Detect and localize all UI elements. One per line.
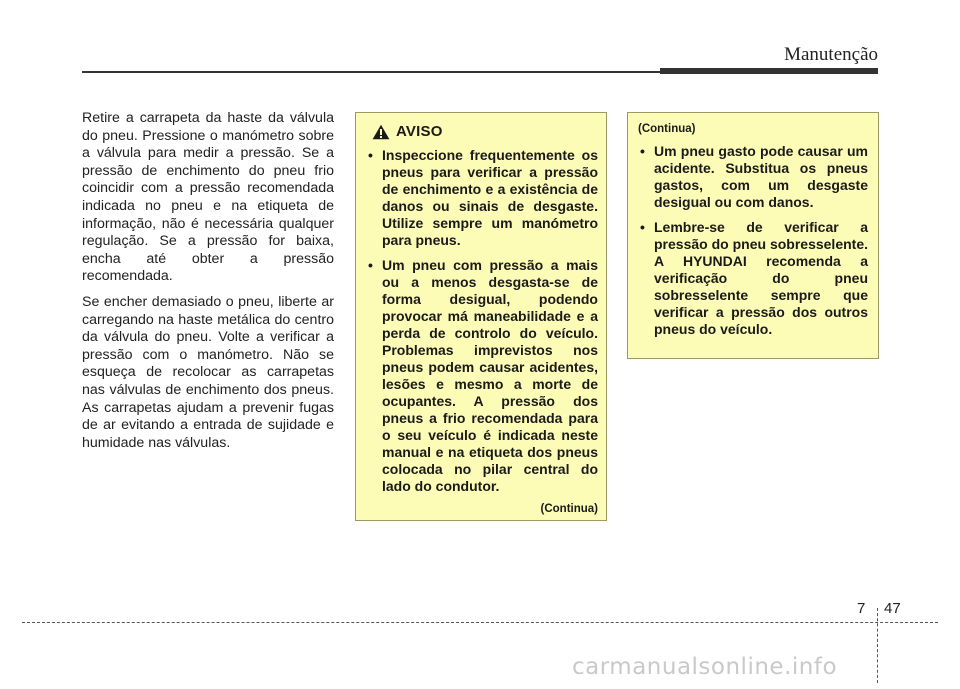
warning-item-text: Um pneu gasto pode causar um acidente. Substitua os pneus gastos, com um desgaste desigual ou com danos.: [654, 143, 868, 210]
warning-item: [366, 147, 598, 249]
footer-divider: [877, 608, 878, 683]
continues-label: (Continua): [540, 503, 598, 515]
bullet: •: [640, 219, 645, 235]
warning-item: [638, 143, 868, 211]
warning-item-text: Lembre-se de verificar a pressão do pneu sobresselente. A HYUNDAI recomenda a verificação do pneu sobresselente sempre que verificar a pressão dos outros pneus do veículo.: [654, 219, 868, 337]
bullet: •: [640, 143, 645, 159]
bullet: •: [368, 257, 373, 273]
warning-title: AVISO: [396, 123, 443, 140]
warning-item-text: Um pneu com pressão a mais ou a menos desgasta-se de forma desigual, podendo provocar má maneabilidade e a perda de controlo do veículo. Problemas imprevistos nos pneus podem causar acidentes, lesões e mesmo a morte de ocupantes. A pressão dos pneus a frio recomendada para o seu veículo é indicada neste manual e na etiqueta dos pneus colocada no pilar central do lado do condutor.: [382, 257, 598, 494]
warning-box-2: [627, 112, 879, 359]
footer-rule: [22, 622, 938, 623]
warning-list: [638, 143, 868, 338]
page-number: 47: [884, 600, 901, 617]
header-rule-thick: [660, 68, 878, 74]
left-column: [82, 110, 334, 460]
section-title: Manutenção: [784, 44, 878, 65]
warning-header: [372, 123, 598, 140]
warning-item-text: Inspeccione frequentemente os pneus para verificar a pressão de enchimento e a existência de danos ou sinais de desgaste. Utilize sempre um manómetro para pneus.: [382, 147, 598, 248]
warning-triangle-icon: [372, 124, 390, 140]
body-paragraph: Se encher demasiado o pneu, liberte ar carregando na haste metálica do centro da válvula do pneu. Volte a verificar a pressão com o manómetro. Não se esqueça de recolocar as carrapetas nas válvulas de enchimento dos pneus. As carrapetas ajudam a prevenir fugas de ar evitando a entrada de sujidade e humidade nas válvulas.: [82, 293, 334, 451]
watermark: carmanualsonline.info: [572, 654, 838, 680]
warning-item: [638, 219, 868, 338]
continued-label: (Continua): [638, 123, 696, 135]
warning-list: [366, 147, 598, 495]
bullet: •: [368, 147, 373, 163]
header-rule-thin: [82, 71, 660, 73]
warning-item: [366, 257, 598, 495]
chapter-number: 7: [857, 600, 866, 617]
warning-box-1: [355, 112, 607, 521]
body-paragraph: Retire a carrapeta da haste da válvula do pneu. Pressione o manómetro sobre a válvula para medir a pressão. Se a pressão de enchimento do pneu frio coincidir com a pressão recomendada indicada no pneu e na etiqueta de informação, não é necessária qualquer regulação. Se a pressão for baixa, encha até obter a pressão recomendada.: [82, 110, 334, 285]
